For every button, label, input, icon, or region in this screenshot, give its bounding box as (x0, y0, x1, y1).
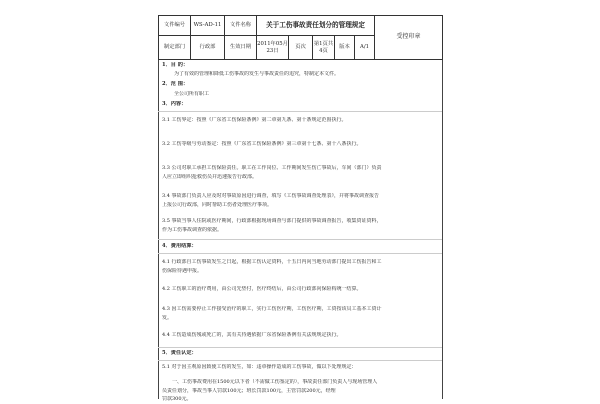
section-content-title: 3．内容： (162, 101, 187, 107)
divider (158, 347, 442, 348)
doc-no-label: 文件编号 (159, 16, 191, 36)
paragraph-3-4-line1: 3.4 事故部门负责人应及时对事故原因进行调查，填写《工伤事故调查处理表》，并将事故调查报告 (162, 193, 380, 199)
paragraph-5-2-line2: 员责任划分，事故当事人罚款100元；班长罚款100元，主管罚款200元，经理 (162, 388, 336, 394)
version-label: 版本 (335, 36, 355, 60)
paragraph-5-2-line3: 罚款300元。 (162, 396, 192, 402)
effective-label: 生效日期 (225, 36, 257, 60)
paragraph-3-5-line2: 作为工伤事故调查的依据。 (162, 227, 223, 233)
divider (158, 253, 442, 254)
paragraph-4-1-line1: 4.1 行政部自工伤事故发生之日起，根据工伤认定资料，十五日内向当地劳动部门提出工伤报告和工 (162, 259, 382, 265)
divider (158, 360, 442, 361)
paragraph-4-2: 4.2 工伤职工的治疗费用，由公司先垫付，医疗终结后，由公司行政部向保险构统一结算。 (162, 286, 362, 292)
paragraph-3-5-line1: 3.5 事故当事人住院或医疗期间，行政部根据现场调查与部门提供的事故调查报告，收集资证资料， (162, 218, 382, 224)
paragraph-4-3-line2: 发。 (162, 315, 173, 321)
dept-label: 制定部门 (159, 36, 191, 60)
paragraph-5-1: 5.1 对于因主观原因致使工伤的发生，如：违章操作造成的工伤事故，做以下处理规定： (162, 364, 357, 370)
paragraph-4-4: 4.4 工伤造成伤残或死亡的，其有关待遇依据广东省保险条例有关法规规定执行。 (162, 332, 342, 338)
paragraph-3-1: 3.1 工伤界定：按照《广东省工伤保险条例》第二章第九条、第十条规定范围执行。 (162, 117, 347, 123)
divider (158, 111, 442, 112)
section-purpose-title: 1．目 的： (162, 62, 189, 68)
paragraph-4-3-line1: 4.3 因工伤需要停止工作接受治疗的职工，实行工伤医疗期，工伤医疗期，工资按该员工基本工资计 (162, 306, 382, 312)
divider (158, 239, 442, 240)
paragraph-5-2-line1: 一、工伤事故费用在1500元以下者（不需做工伤鉴定的），事故责任部门负责人与现场管理人 (172, 379, 378, 385)
version-value: A/1 (355, 36, 375, 60)
paragraph-3-4-line2: 上报公司行政部，同时帮助工伤者处理医疗事项。 (162, 202, 273, 208)
doc-no: WS-AD-11 (191, 16, 225, 36)
section-fees-title: 4．费用结算： (162, 243, 197, 249)
document-title: 关于工伤事故责任划分的管理规定 (257, 16, 375, 36)
effective-date: 2011年05月23日 (257, 36, 289, 60)
page-label: 页次 (289, 36, 313, 60)
paragraph-3-3-line2: 人应立即组织抢救伤员并迅速报告行政部。 (162, 174, 258, 180)
page-value: 第1页共4页 (313, 36, 335, 60)
document-page (158, 15, 442, 400)
section-liability-title: 5．责任认定： (162, 350, 197, 356)
file-name-label: 文件名称 (225, 16, 257, 36)
section-scope-text: 全公司所有职工 (174, 91, 210, 97)
paragraph-3-2: 3.2 工伤等级与劳动鉴定：按照《广东省工伤保险条例》第三章第十七条、第十八条执行。 (162, 141, 362, 147)
header-table (158, 15, 443, 60)
section-purpose-text: 为了有效的管理和降低工伤事故的发生与事故责任的追究，特制定本文件。 (174, 71, 340, 77)
paragraph-4-1-line2: 伤保险待遇申报。 (162, 268, 203, 274)
dept-value: 行政部 (191, 36, 225, 60)
paragraph-3-3-line1: 3.3 公司对职工承担工伤保险责任。职工在工作岗位、工作期间发生伤亡事故后，车间（部门）负责 (162, 165, 382, 171)
section-scope-title: 2．范 围： (162, 81, 189, 87)
controlled-stamp: 受控印章 (375, 16, 443, 60)
